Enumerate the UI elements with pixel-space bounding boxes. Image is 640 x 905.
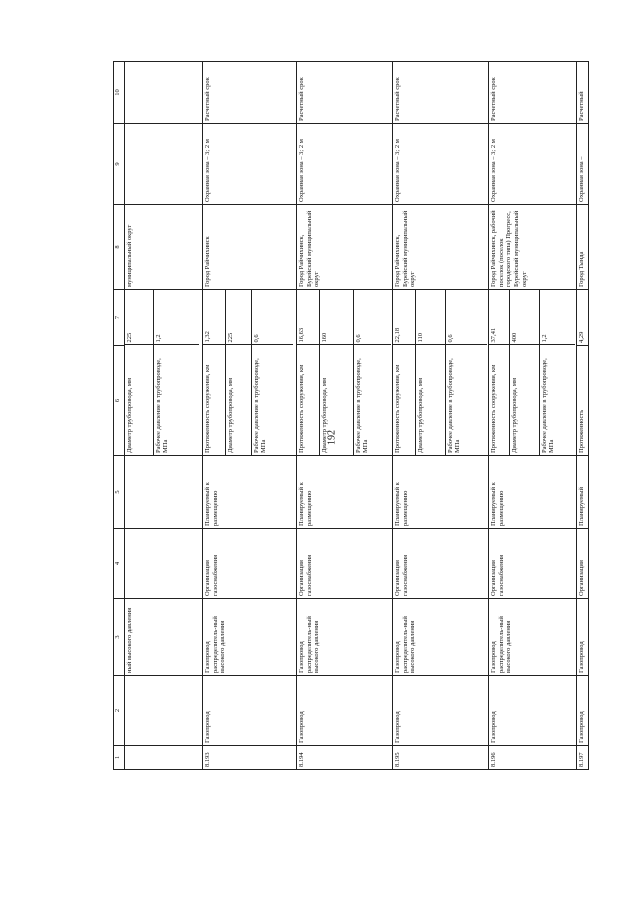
row-number: 8.197 bbox=[577, 746, 589, 770]
param-value: 16,63 bbox=[298, 327, 305, 343]
row-number: 8.193 bbox=[203, 746, 297, 770]
table-row bbox=[577, 62, 589, 770]
params-table bbox=[297, 289, 391, 455]
param-name: Диаметр трубопровода, мм bbox=[225, 345, 251, 455]
object-purpose: Организация bbox=[577, 529, 589, 599]
implementation-term: Расчетный срок bbox=[203, 62, 297, 124]
param-value: 225 bbox=[225, 289, 251, 345]
location: Город Райчихинск bbox=[203, 205, 297, 290]
object-status: Планируемый к размещению bbox=[297, 456, 393, 529]
protection-zone: Охранная зона – 3; 2 м bbox=[393, 124, 489, 205]
rotated-table-frame bbox=[113, 62, 585, 770]
object-name-cell: ный высокого давления bbox=[125, 599, 203, 676]
param-value: 225 bbox=[126, 332, 133, 343]
param-name: Рабочее давление в трубопроводе, МПа bbox=[445, 345, 487, 455]
param-name: Диаметр трубопровода, мм bbox=[125, 345, 153, 455]
object-name: Газопровод распределитель-ный высокого давления bbox=[393, 599, 489, 676]
table-row bbox=[393, 62, 489, 770]
header-cell: 7 bbox=[114, 290, 125, 346]
implementation-term: Расчетный bbox=[577, 62, 589, 124]
object-type: Газопровод bbox=[203, 676, 297, 746]
location: Город Тында bbox=[577, 205, 589, 290]
header-cell: 5 bbox=[114, 456, 125, 529]
param-name: Диаметр трубопровода, мм bbox=[415, 345, 445, 455]
table-row bbox=[297, 62, 393, 770]
implementation-term: Расчетный срок bbox=[489, 62, 577, 124]
params-table bbox=[203, 289, 293, 455]
param-name: Диаметр трубопровода, мм bbox=[509, 345, 539, 455]
param-name: Протяженность сооружения, км bbox=[297, 345, 319, 455]
object-purpose: Организация газоснабжения bbox=[203, 529, 297, 599]
location: Город Райчихинск, Бурейский муниципальный округ bbox=[393, 205, 489, 290]
params-table bbox=[393, 289, 487, 455]
object-name: Газопровод bbox=[577, 599, 589, 676]
param-name: Рабочее давление в трубопроводе, МПа bbox=[539, 345, 575, 455]
param-name: Рабочее давление в трубопроводе, МПа bbox=[153, 345, 199, 455]
table-row bbox=[489, 62, 577, 770]
implementation-term: Расчетный срок bbox=[393, 62, 489, 124]
params-table bbox=[489, 289, 575, 455]
param-value: 1,32 bbox=[204, 331, 211, 343]
table-row bbox=[203, 62, 297, 770]
param-value: 4,29 bbox=[577, 290, 589, 346]
params-table bbox=[125, 289, 199, 455]
table-row-continuation bbox=[125, 62, 203, 770]
object-name: Газопровод распределитель-ный высокого давления bbox=[203, 599, 297, 676]
protection-zone: Охранная зона – 3; 2 м bbox=[297, 124, 393, 205]
param-value: 0,6 bbox=[445, 289, 487, 345]
header-row bbox=[114, 62, 125, 770]
protection-zone: Охранная зона – 3; 2 м bbox=[489, 124, 577, 205]
implementation-term: Расчетный срок bbox=[297, 62, 393, 124]
params-cell bbox=[203, 290, 297, 456]
location: Город Райчихинск, рабочий поселок (поселок городского типа) Прогресс, Бурейский муниципальный округ bbox=[489, 205, 577, 290]
object-purpose: Организация газоснабжения bbox=[489, 529, 577, 599]
param-value: 0,6 bbox=[353, 289, 391, 345]
protection-zone: Охранная зона – 3; 2 м bbox=[203, 124, 297, 205]
row-number: 8.196 bbox=[489, 746, 577, 770]
params-cell bbox=[393, 290, 489, 456]
page-number: 192 bbox=[326, 430, 338, 445]
header-cell: 3 bbox=[114, 599, 125, 676]
object-type: Газопровод bbox=[577, 676, 589, 746]
param-name: Диаметр трубопровода, мм bbox=[319, 345, 353, 455]
header-cell: 6 bbox=[114, 346, 125, 456]
object-status: Планируемый к размещению bbox=[393, 456, 489, 529]
param-value: 1,2 bbox=[539, 289, 575, 345]
header-cell: 4 bbox=[114, 529, 125, 599]
param-value: 110 bbox=[415, 289, 445, 345]
row-number: 8.194 bbox=[297, 746, 393, 770]
params-cell bbox=[125, 290, 203, 456]
object-type: Газопровод bbox=[297, 676, 393, 746]
object-type: Газопровод bbox=[489, 676, 577, 746]
location-cell: муниципальный округ bbox=[125, 205, 203, 290]
object-status: Планируемый к размещению bbox=[203, 456, 297, 529]
param-value: 400 bbox=[509, 289, 539, 345]
param-name: Протяженность сооружения, км bbox=[393, 345, 415, 455]
param-value: 160 bbox=[319, 289, 353, 345]
param-name: Протяженность сооружения, км bbox=[489, 345, 509, 455]
header-cell: 8 bbox=[114, 205, 125, 290]
params-cell bbox=[489, 290, 577, 456]
object-status: Планируемый к размещению bbox=[489, 456, 577, 529]
protection-zone: Охранная зона – bbox=[577, 124, 589, 205]
gas-pipeline-table bbox=[113, 61, 589, 770]
object-type: Газопровод bbox=[393, 676, 489, 746]
object-purpose: Организация газоснабжения bbox=[393, 529, 489, 599]
param-value: 22,18 bbox=[394, 327, 401, 343]
object-purpose: Организация газоснабжения bbox=[297, 529, 393, 599]
param-name: Протяженность bbox=[577, 346, 589, 456]
header-cell: 9 bbox=[114, 124, 125, 205]
header-cell: 1 bbox=[114, 746, 125, 770]
param-value: 0,6 bbox=[251, 289, 293, 345]
header-cell: 10 bbox=[114, 62, 125, 124]
params-cell bbox=[297, 290, 393, 456]
param-name: Рабочее давление в трубопроводе, МПа bbox=[353, 345, 391, 455]
object-name: Газопровод распределитель-ный высокого давления bbox=[297, 599, 393, 676]
row-number: 8.195 bbox=[393, 746, 489, 770]
rotated-table-content bbox=[113, 62, 585, 770]
param-value: 1,2 bbox=[153, 289, 199, 345]
header-cell: 2 bbox=[114, 676, 125, 746]
param-value: 37,41 bbox=[490, 327, 497, 343]
param-name: Протяженность сооружения, км bbox=[203, 345, 225, 455]
param-name: Рабочее давление в трубопроводе, МПа bbox=[251, 345, 293, 455]
object-name: Газопровод распределитель-ный высокого давления bbox=[489, 599, 577, 676]
location: Город Райчихинск, Бурейский муниципальный округ bbox=[297, 205, 393, 290]
object-status: Планируемый bbox=[577, 456, 589, 529]
